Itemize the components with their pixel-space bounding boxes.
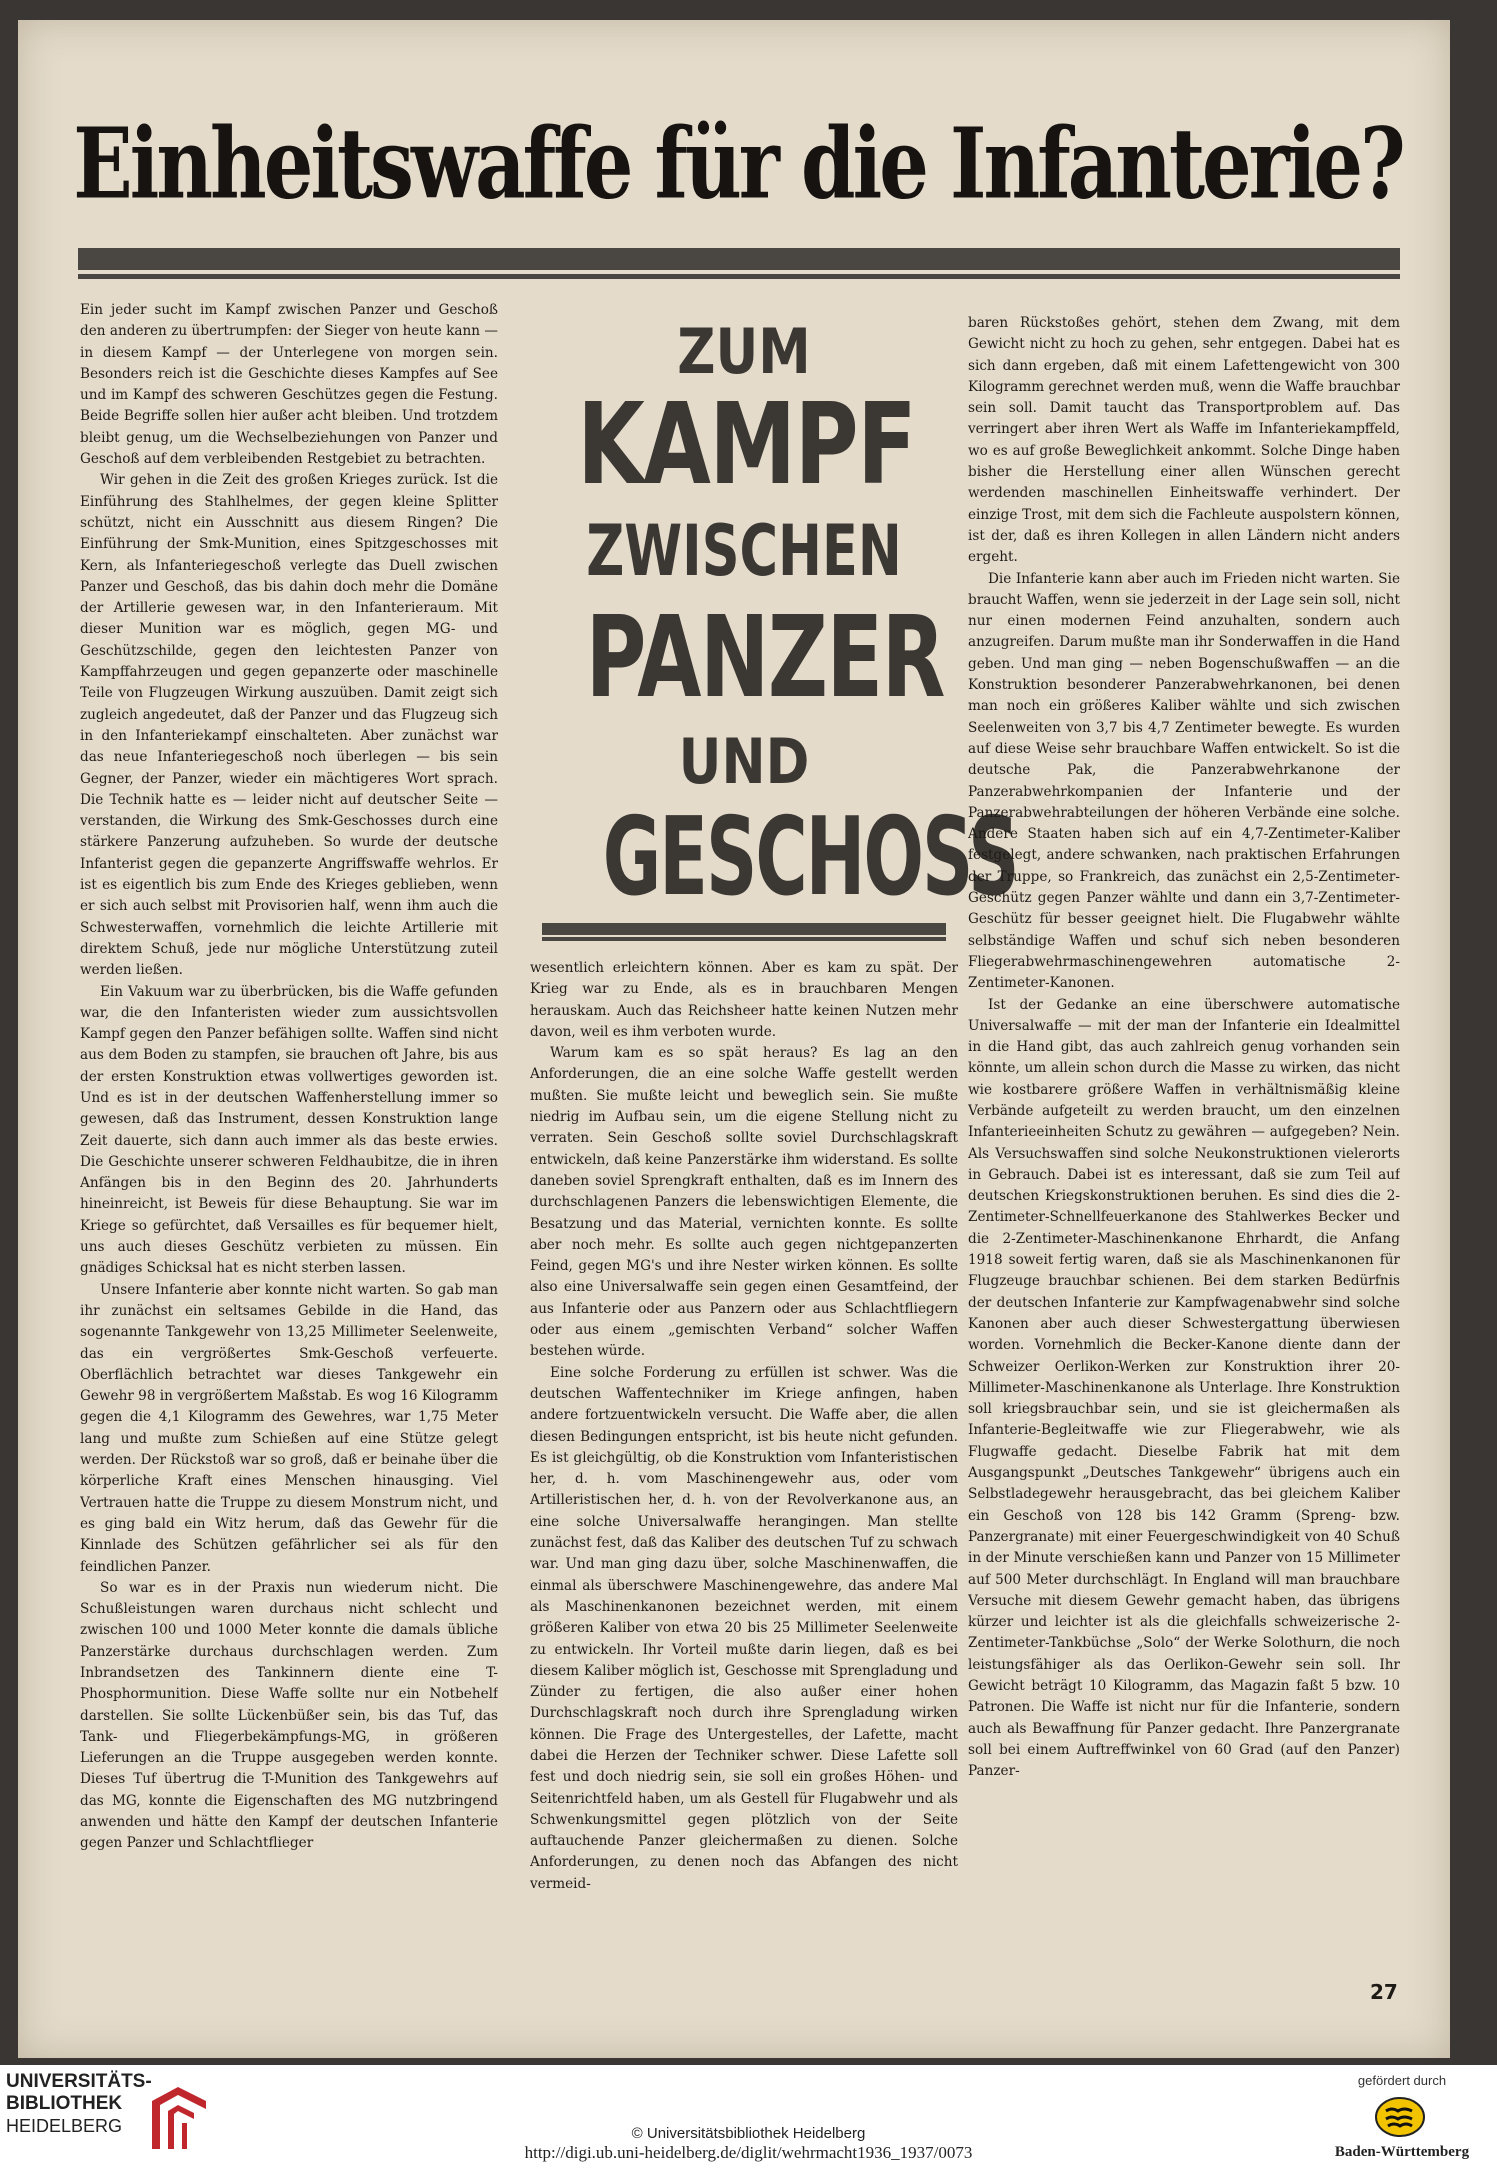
box-rule-thick [542,923,946,935]
left-column [80,300,498,2038]
page-headline: Einheitswaffe für die Infanterie? [73,107,1403,222]
paragraph: Unsere Infanterie aber konnte nicht warten. So gab man ihr zunächst ein seltsames Gebilde in die Hand, das sogenannte Tankgewehr von 13,25 Millimeter Seelenweite, das ein vergrößertes Smk-Geschoß verfeuerte. Oberflächlich betrachtet war dieses Tankgewehr ein Gewehr 98 in vergrößertem Maßstab. Es wog 16 Kilogramm gegen die 4,1 Kilogramm des Gewehres, war 1,75 Meter lang und mußte zum Schießen auf eine Stütze gelegt werden. Der Rückstoß war so groß, daß er beinahe über die körperliche Kraft eines Menschen hinausging. Viel Vertrauen hatte die Truppe zu diesem Monstrum nicht, und es ging bald ein Witz herum, daß das Gewehr für die Kinnlade des Schützen gefährlicher sei als für den feindlichen Panzer. [80,1281,498,1575]
box-line-panzer: PANZER [585,593,944,723]
box-line-kampf: KAMPF [577,380,916,510]
paragraph: Warum kam es so spät heraus? Es lag an den Anforderungen, die an eine solche Waffe gestellt werden mußten. Sie mußte leicht und beweglich sein. Sie mußte niedrig im Aufbau sein, um die eigene Stellung nicht zu verraten. Sein Geschoß sollte soviel Durchschlagskraft entwickeln, daß keine Panzerstärke ihm widerstand. Es sollte daneben soviel Sprengkraft enthalten, daß es im Innern des durchschlagenen Panzers die lebenswichtigen Elemente, die Besatzung und das Material, vernichten konnte. Es sollte aber noch mehr. Es sollte auch gegen nichtgepanzerten Feind, gegen MG's und ihre Nester wirken können. Es sollte also eine Universalwaffe sein gegen einen Gesamtfeind, der aus Infanterie oder aus Panzern oder aus Schlachtfliegern oder aus einem „gemischten Verband“ solcher Waffen bestehen würde. [530,1045,958,1360]
paragraph: baren Rückstoßes gehört, stehen dem Zwang, mit dem Gewicht nicht zu hoch zu gehen, sehr entgegen. Dabei hat es sich dann ergeben, daß mit einem Lafettengewicht von 300 Kilogramm gerechnet werden muß, wenn die Waffe brauchbar sein soll. Damit taucht das Transportproblem auf. Das verringert aber ihren Wert als Waffe im Infanteriekampffeld, wo es auf große Beweglichkeit ankommt. Solche Dinge haben bisher die Herstellung einer allen Wünschen gerecht werdenden maschinellen Einheitswaffe verhindert. Der einzige Trost, mit dem sich die Fachleute auspolstern können, ist der, daß es ihren Kollegen in allen Ländern nicht anders ergeht. [968,315,1400,566]
sponsor-label: gefördert durch [1357,2073,1447,2088]
library-name-line: HEIDELBERG [6,2116,123,2136]
paragraph: Wir gehen in die Zeit des großen Krieges zurück. Ist die Einführung des Stahlhelmes, der gegen kleine Splitter schützt, nicht ein Ausschnitt aus diesem Ringen? Die Einführung der Smk-Munition, eines Spitzgeschosses mit Kern, als Infanteriegeschoß verlegte das Duell zwischen Panzer und Geschoß, das bis dahin doch mehr die Domäne der Artillerie gewesen war, in den Infanterieraum. Mit dieser Munition war es möglich, gegen MG- und Geschützschilde, gegen den leichtesten Panzer von Kampffahrzeugen und gegen gepanzerte oder maschinelle Teile von Flugzeugen Wirkung auszuüben. Damit zeigt sich zugleich angedeutet, daß der Panzer und das Flugzeug sich in den Infanteriekampf einschalteten. Aber zunächst war das neue Infanteriegeschoß noch überlegen — bis sein Gegner, der Panzer, wieder ein mächtigeres Wort sprach. Die Technik hatte es — leider nicht auf deutscher Seite — verstanden, die Wirkung des Smk-Geschosses durch eine stärkere Panzerung aufzuheben. So wurde der deutsche Infanterist gegen die gepanzerte Angriffswaffe wehrlos. Er ist es eigentlich bis zum Ende des Krieges geblieben, wenn er sich auch selbst mit Provisorien half, wenn ihm auch die Schwesterwaffen, vornehmlich die leichte Artillerie mit direktem Schuß, jede nur mögliche Unterstützung zuteil werden ließen. [80,472,498,979]
box-line-geschoss: GESCHOSS [602,795,1018,920]
paragraph: wesentlich erleichtern können. Aber es kam zu spät. Der Krieg war zu Ende, als es in brauchbaren Mengen herauskam. Auch das Reichsheer hatte keinen Nutzen mehr davon, weil es ihm verboten wurde. [530,960,958,1040]
headline-box [530,305,1018,945]
library-name-line: BIBLIOTHEK [6,2093,123,2114]
headline-rule-thick [78,248,1400,270]
state-crest-icon [1370,2093,1430,2141]
paragraph: Eine solche Forderung zu erfüllen ist schwer. Was die deutschen Waffentechniker im Kriege anfingen, haben andere fortzuentwickeln versucht. Die Waffe aber, die allen diesen Bedingungen entspricht, ist bis heute nicht gefunden. Es ist gleichgültig, ob die Konstruktion vom Infanteristischen her, d. h. vom Maschinengewehr aus, oder vom Artilleristischen her, d. h. von der Revolverkanone aus, an eine solche Universalwaffe herangingen. Man stellte zunächst fest, daß das Kaliber des deutschen Tuf zu schwach war. Und man ging dazu über, solche Maschinenwaffen, die einmal als überschwere Maschinengewehre, das andere Mal als Maschinenkanonen bezeichnet werden, mit einem größeren Kaliber von etwa 20 bis 25 Millimeter Seelenweite zu entwickeln. Ihr Vorteil mußte darin liegen, daß es bei diesem Kaliber möglich ist, Geschosse mit Sprengladung und Zünder zu fertigen, die also außer einer hohen Durchschlagskraft noch durch ihre Sprengladung wirken können. Die Frage des Untergestelles, der Lafette, macht dabei die Herzen der Techniker schwer. Diese Lafette soll fest und doch niedrig sein, sie soll ein großes Höhen- und Seitenrichtfeld haben, um als Gestell für Flugabwehr und als Schwenkungsmittel gegen plötzlich von der Seite auftauchende Panzer gleichermaßen zu dienen. Solche Anforderungen, zu denen noch das Abfangen des nicht vermeid- [530,1364,958,1892]
paragraph: Ist der Gedanke an eine überschwere automatische Universalwaffe — mit der man der Infanterie ein Idealmittel in die Hand gibt, das auch zahlreich genug vorhanden sein könnte, um allein schon durch die Masse zu wirken, das nicht wie kostbarere größere Waffen in verhältnismäßig kleine Verbände aufgeteilt zu werden braucht, um den einzelnen Infanterieeinheiten Schutz zu gewähren — aufgegeben? Nein. Als Versuchswaffen sind solche Neukonstruktionen vielerorts in Gebrauch. Dabei ist es interessant, daß sie zum Teil auf deutschen Kriegskonstruktionen beruhen. Es sind dies die 2-Zentimeter-Schnellfeuerkanone des Stahlwerkes Becker und die 2-Zentimeter-Maschinenkanone Ehrhardt, die Anfang 1918 soweit fertig waren, daß sie als Maschinenkanonen für Flugzeuge brauchbar schienen. Bei dem starken Bedürfnis der deutschen Infanterie zur Kampfwagenabwehr sind solche Kanonen aber auch dieser Schwestergattung überwiesen worden. Vornehmlich die Becker-Kanone diente dann der Schweizer Oerlikon-Werken zur Konstruktion ihrer 20-Millimeter-Maschinenkanone als Unterlage. Ihre Konstruktion soll kriegsbrauchbar sein, und sie ist gleichermaßen als Infanterie-Begleitwaffe wie zur Fliegerabwehr, wie als Flugwaffe gedacht. Dieselbe Fabrik hat mit dem Ausgangspunkt „Deutsches Tankgewehr“ übrigens auch ein Selbstladegewehr herausgebracht, das bei gleichem Kaliber ein Geschoß von 128 bis 142 Gramm (Spreng- bzw. Panzergranate) mit einer Feuergeschwindigkeit von 40 Schuß in der Minute verschießen kann und Panzer von 15 Millimeter auf 500 Meter durchschlägt. In England will man brauchbare Versuche mit diesem Gewehr gemacht haben, das übrigens kürzer und leichter ist als die gleichfalls schweizerische 2-Zentimeter-Tankbüchse „Solo“ der Werke Solothurn, die noch leistungsfähiger als das Oerlikon-Gewehr sein soll. Ihr Gewicht beträgt 10 Kilogramm, das Magazin faßt 5 bzw. 10 Patronen. Die Waffe ist nicht nur für die Infanterie, sondern auch als Bewaffnung für Panzer gedacht. Ihre Panzergranate soll bei einem Auftreffwinkel von 60 Grad (auf den Panzer) Panzer- [968,996,1400,1780]
paragraph: So war es in der Praxis nun wiederum nicht. Die Schußleistungen waren durchaus nicht schlecht und zwischen 100 und 1000 Meter konnte die damals übliche Panzerstärke durchaus durchschlagen werden. Zum Inbrandsetzen des Tankinnern diente eine T-Phosphormunition. Diese Waffe sollte nur ein Notbehelf darstellen. Sie sollte Lückenbüßer sein, bis das Tuf, das Tank- und Fliegerbekämpfungs-MG, in größeren Lieferungen an die Truppe ausgegeben werden konnte. Dieses Tuf übertrug die T-Munition des Tankgewehrs auf das MG, konnte die Eigenschaften des MG nutzbringend anwenden und hätte den Kampf der deutschen Infanterie gegen Panzer und Schlachtflieger [80,1579,498,1852]
box-line-und: UND [678,725,810,798]
paragraph: Die Infanterie kann aber auch im Frieden nicht warten. Sie braucht Waffen, wenn sie jederzeit in der Lage sein soll, nicht nur einen modernen Feind anzuhalten, sondern auch anzugreifen. Darum mußte man ihr Sonderwaffen in die Hand geben. Und man ging — neben Bogenschußwaffen — an die Konstruktion besonderer Panzerabwehrkanonen, bei denen man noch ein größeres Kaliber wählte und sich zwischen Seelenweiten von 3,7 bis 4,7 Zentimeter bewegte. Es wurden auf diese Weise sehr brauchbare Waffen entwickelt. So ist die deutsche Pak, die Panzerabwehrkanone der Panzerabwehrkompanien der Infanterie und der Panzerabwehrabteilungen der höheren Verbände eine solche. Andere Staaten haben sich auf ein 4,7-Zentimeter-Kaliber festgelegt, andere schwanken, nach praktischen Erfahrungen der Truppe, so Frankreich, das zunächst ein 2,5-Zentimeter-Geschütz gegen Panzer wählte und dann ein 3,7-Zentimeter-Geschütz für besser geeignet hielt. Die Flugabwehr wählte selbständige Waffen und schuf sich neben besonderen Fliegerabwehrmaschinengewehren automatische 2-Zentimeter-Kanonen. [968,570,1400,992]
headline-rule-thin [78,274,1400,279]
sponsor-name: Baden-Württemberg [1334,2144,1470,2160]
middle-column [530,958,958,2038]
box-rule-thin [542,937,946,941]
paragraph: Ein jeder sucht im Kampf zwischen Panzer und Geschoß den anderen zu übertrumpfen: der Sieger von heute kann — in diesem Kampf — der Unterlegene von morgen sein. Besonders reich ist die Geschichte dieses Kampfes auf See und im Kampf des schweren Geschützes gegen die Festung. Beide Begriffe sollen hier außer acht bleiben. Und trotzdem bleibt genug, um die Wechselbeziehungen von Panzer und Geschoß auf dem verbleibenden Restgebiet zu betrachten. [80,302,498,468]
paragraph: Ein Vakuum war zu überbrücken, bis die Waffe gefunden war, die den Infanteristen wieder zum aussichtsvollen Kampf gegen den Panzer befähigen sollte. Waffen sind nicht aus dem Boden zu stampfen, sie brauchen oft Jahre, bis aus der ersten Konstruktion etwas vollwertiges geworden ist. Und es ist in der deutschen Waffenherstellung immer so gewesen, daß das Instrument, dessen Konstruktion lange Zeit dauerte, sich dann auch immer als das beste erwies. Die Geschichte unserer schweren Feldhaubitze, die in ihren Anfängen bis in den Beginn des 20. Jahrhunderts hineinreicht, ist Beweis für diese Behauptung. Sie war im Kriege so gefürchtet, daß Versailles es für bequemer hielt, uns auch dieses Geschütz verbieten zu müssen. Ein gnädiges Schicksal hat es nicht sterben lassen. [80,983,498,1277]
library-name-line: UNIVERSITÄTS- [6,2071,152,2092]
source-link[interactable]: http://digi.ub.uni-heidelberg.de/diglit/wehrmacht1936_1937/0073 [524,2143,973,2162]
copyright-notice: © Universitätsbibliothek Heidelberg [631,2125,866,2142]
box-line-zwischen: ZWISCHEN [586,510,902,592]
digitization-footer [0,2065,1497,2171]
magazine-page [18,20,1450,2058]
box-line-zum: ZUM [677,315,811,388]
right-column [968,313,1400,2038]
page-number: 27 [1370,1980,1398,2004]
